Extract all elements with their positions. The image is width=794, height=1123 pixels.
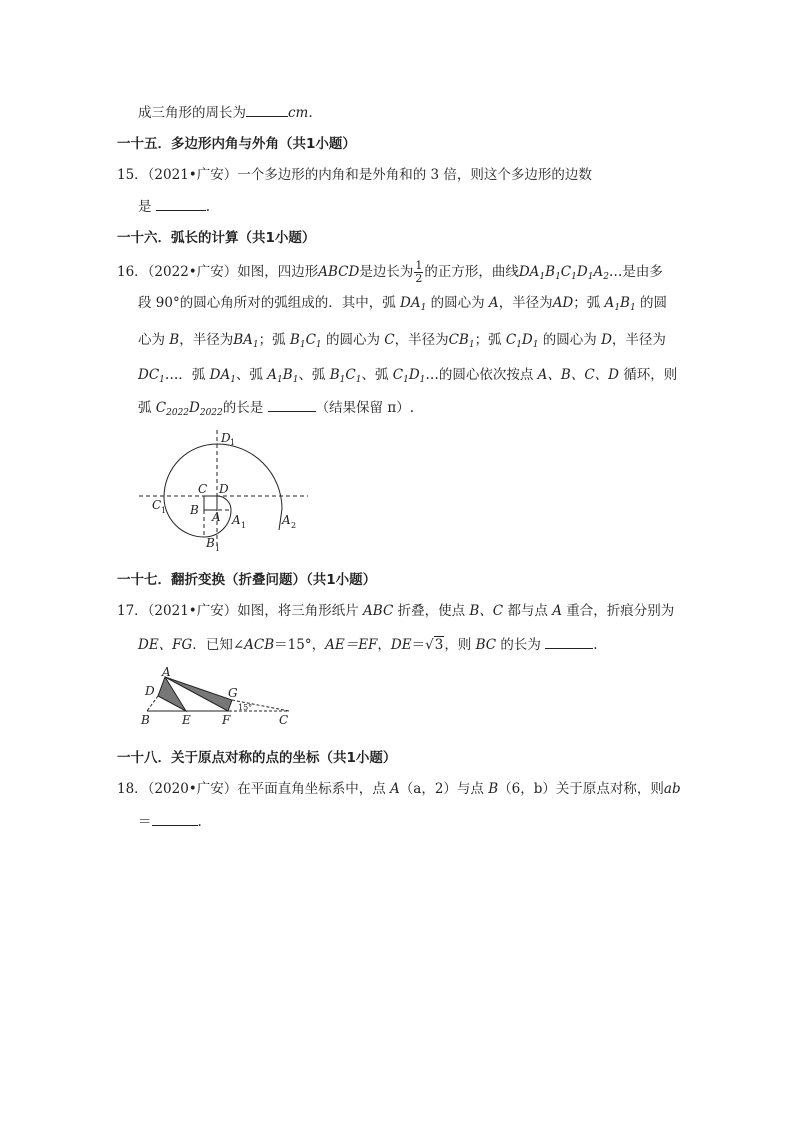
q15-line1: 15．（2021•广安）一个多边形的内角和是外角和的 3 倍，则这个多边形的边数 [117,167,592,183]
q16-text: 的圆心为 [325,332,380,348]
q16-text: ，半径为 [394,332,449,348]
math: B、C [465,603,508,619]
label-sub: 2 [291,521,297,530]
q16-text: …是由多 [608,264,663,280]
label-b: B [190,503,199,517]
q18-line2 [138,811,202,832]
q18-line1 [117,779,681,799]
math: $CB_1$ [448,332,475,350]
label-c: C [279,713,289,727]
math: A [484,295,499,311]
math: $A_1B_1$ [600,295,636,313]
q16-text: 段 90°的圆心角所对的弧组成的．其中，弧 [138,295,396,311]
q16-text: 心为 [138,332,165,348]
sqrt-value: 3 [434,637,444,653]
label-sub: 1 [230,438,236,447]
q17-text: 的长为 [500,637,541,653]
math: $B_1C_1$ [325,367,362,385]
q16-text: 、弧 [236,367,263,383]
period: . [593,637,598,653]
section-heading-15: 一十五．多边形内角与外角（共1小题） [117,136,356,152]
math: A [385,781,400,797]
label-a2: A [282,513,291,527]
label-f: F [222,713,231,727]
frac-den: 2 [415,272,423,285]
q14-text: 成三角形的周长为 [138,105,246,121]
math: $C_1D_1$ [501,332,539,350]
math: DE、FG [138,637,193,653]
q17-text: ， [377,637,391,653]
fold-left-triangle [158,677,186,711]
math: C [379,332,395,348]
period: . [205,199,211,215]
math: AE＝EF [325,637,378,653]
q16-text: ，半径为 [498,295,553,311]
math: $DA_1$ [205,367,236,385]
math: $DA_1$ [395,295,427,313]
label-c1: C [152,498,162,512]
q16-text: ；弧 [573,295,601,311]
q16-text: ，半径为 [179,332,234,348]
label-sub: 1 [161,506,167,515]
math-ab: ab [663,781,681,797]
section-heading-17: 一十七．翻折变换（折叠问题）（共1小题） [117,572,377,588]
q16-text: 的正方形，曲线 [424,264,519,280]
q16-text: …．弧 [164,367,206,383]
q18-text: 18．（2020•广安）在平面直角坐标系中，点 [117,781,386,797]
period: . [308,105,313,121]
section-heading-18: 一十八．关于原点对称的点的坐标（共1小题） [117,750,397,766]
q16-text: 、弧 [361,367,389,383]
math: BC [471,637,501,653]
q17-text: 17．（2021•广安）如图，将三角形纸片 [117,603,359,619]
label-a1: A [232,513,241,527]
math: B [483,781,499,797]
math: $A_1B_1$ [263,367,299,385]
q16-text: 是边长为 [359,264,414,280]
frac-num: 1 [415,259,423,272]
q16-text: 循环，则 [623,367,678,383]
answer-blank [152,811,198,826]
q17-text: ．已知∠ [192,637,245,653]
label-b1: B [206,536,215,550]
label-angle: 15° [238,703,253,712]
q17-text: ，则 [444,637,472,653]
q17-text: 都与点 [507,603,548,619]
label-a: A [162,665,171,679]
label-g: G [228,686,238,700]
q16-text: 的圆心为 [430,295,485,311]
period: . [197,814,202,830]
q17-text: 重合，折痕分别为 [566,603,675,619]
q18-prefix: ＝ [138,814,152,830]
label-d: D [219,482,229,496]
q16-text: 16．（2022•广安）如图，四边形 [117,264,319,280]
q16-text: ；弧 [258,332,286,348]
math: $C_1D_1$ [388,367,426,385]
math: $B_1C_1$ [285,332,322,350]
q16-text: 的圆 [640,295,667,311]
q18-text: （6，b）关于原点对称，则 [498,781,664,797]
math: $C_{2022}D_{2022}$ [151,400,223,418]
q17-text: 折叠，使点 [397,603,466,619]
math: ABC [358,603,398,619]
section-heading-16: 一十六．弧长的计算（共1小题） [117,230,316,246]
q16-text: …的圆心依次按点 [425,367,534,383]
q16-text: 的圆心为 [542,332,597,348]
dashed-db [147,696,158,711]
q18-text: （a，2）与点 [399,781,484,797]
math: $BA_1$ [233,332,259,350]
q17-text: ＝15°， [274,637,326,653]
label-e: E [182,713,191,727]
q16-text: 弧 [138,400,152,416]
label-sub: 1 [241,521,247,530]
q16-text: ；弧 [474,332,502,348]
q15-prefix: 是 [138,199,152,215]
unit: cm [288,105,309,121]
q16-text: 、弧 [298,367,326,383]
label-d1: D [221,431,231,445]
q17-line2: DE、FG．已知∠ACB＝15°，AE＝EF，DE＝√3，则 BC 的长为 . [138,634,598,655]
math: A、B、C、D [533,367,624,383]
q16-text: ，半径为 [611,332,666,348]
math-curve: $DA_1B_1C_1D_1A_2$ [518,264,609,282]
label-b: B [141,713,150,727]
math-abcd: ABCD [318,264,360,280]
label-sub: 1 [215,544,221,553]
math: $DC_1$ [138,367,165,385]
q16-text: （结果保留 π）. [315,400,415,416]
label-a: A [212,510,221,524]
label-d: D [145,684,155,698]
math: B [165,332,180,348]
math: DE [390,637,412,653]
label-c: C [198,482,208,496]
math: AD [552,295,574,311]
math: ACB [244,637,275,653]
math: D [596,332,612,348]
q16-text: 的长是 [222,400,264,416]
math: A [547,603,567,619]
